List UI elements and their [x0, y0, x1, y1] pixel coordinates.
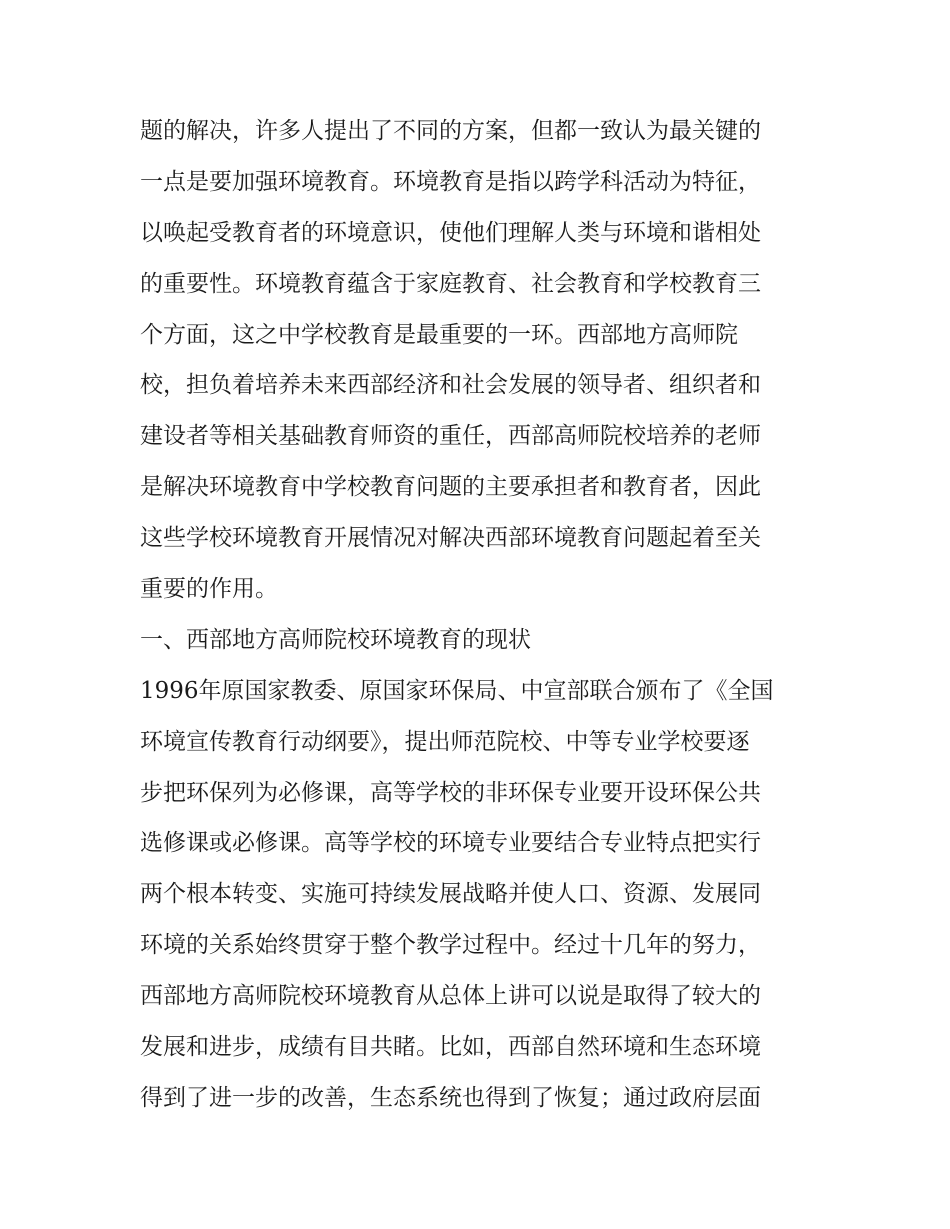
text-line: 得到了进一步的改善，生态系统也得到了恢复；通过政府层面 — [140, 1084, 761, 1111]
text-line: 环境的关系始终贯穿于整个教学过程中。经过十几年的努力， — [140, 932, 761, 959]
text-line: 1996年原国家教委、原国家环保局、中宣部联合颁布了《全国 — [140, 677, 774, 704]
text-line: 发展和进步，成绩有目共睹。比如，西部自然环境和生态环境 — [140, 1034, 761, 1061]
text-line: 以唤起受教育者的环境意识，使他们理解人类与环境和谐相处 — [140, 219, 761, 246]
text-line: 两个根本转变、实施可持续发展战略并使人口、资源、发展同 — [140, 881, 761, 908]
section-heading: 一、西部地方高师院校环境教育的现状 — [140, 626, 531, 653]
body-text — [140, 106, 820, 1124]
text-line: 西部地方高师院校环境教育从总体上讲可以说是取得了较大的 — [140, 983, 761, 1010]
text-line: 题的解决，许多人提出了不同的方案，但都一致认为最关键的 — [140, 118, 761, 144]
text-line: 这些学校环境教育开展情况对解决西部环境教育问题起着至关 — [140, 525, 761, 552]
text-line: 的重要性。环境教育蕴含于家庭教育、社会教育和学校教育三 — [140, 270, 761, 297]
text-line: 选修课或必修课。高等学校的环境专业要结合专业特点把实行 — [140, 830, 761, 857]
text-line: 建设者等相关基础教育师资的重任，西部高师院校培养的老师 — [140, 423, 761, 450]
text-line: 个方面，这之中学校教育是最重要的一环。西部地方高师院 — [140, 321, 738, 348]
text-line: 校，担负着培养未来西部经济和社会发展的领导者、组织者和 — [140, 372, 761, 399]
text-line: 一点是要加强环境教育。环境教育是指以跨学科活动为特征， — [140, 168, 761, 195]
text-line: 重要的作用。 — [140, 576, 278, 603]
text-line: 步把环保列为必修课，高等学校的非环保专业要开设环保公共 — [140, 779, 761, 806]
text-line: 环境宣传教育行动纲要》，提出师范院校、中等专业学校要逐 — [140, 728, 750, 755]
text-line: 是解决环境教育中学校教育问题的主要承担者和教育者，因此 — [140, 474, 761, 501]
